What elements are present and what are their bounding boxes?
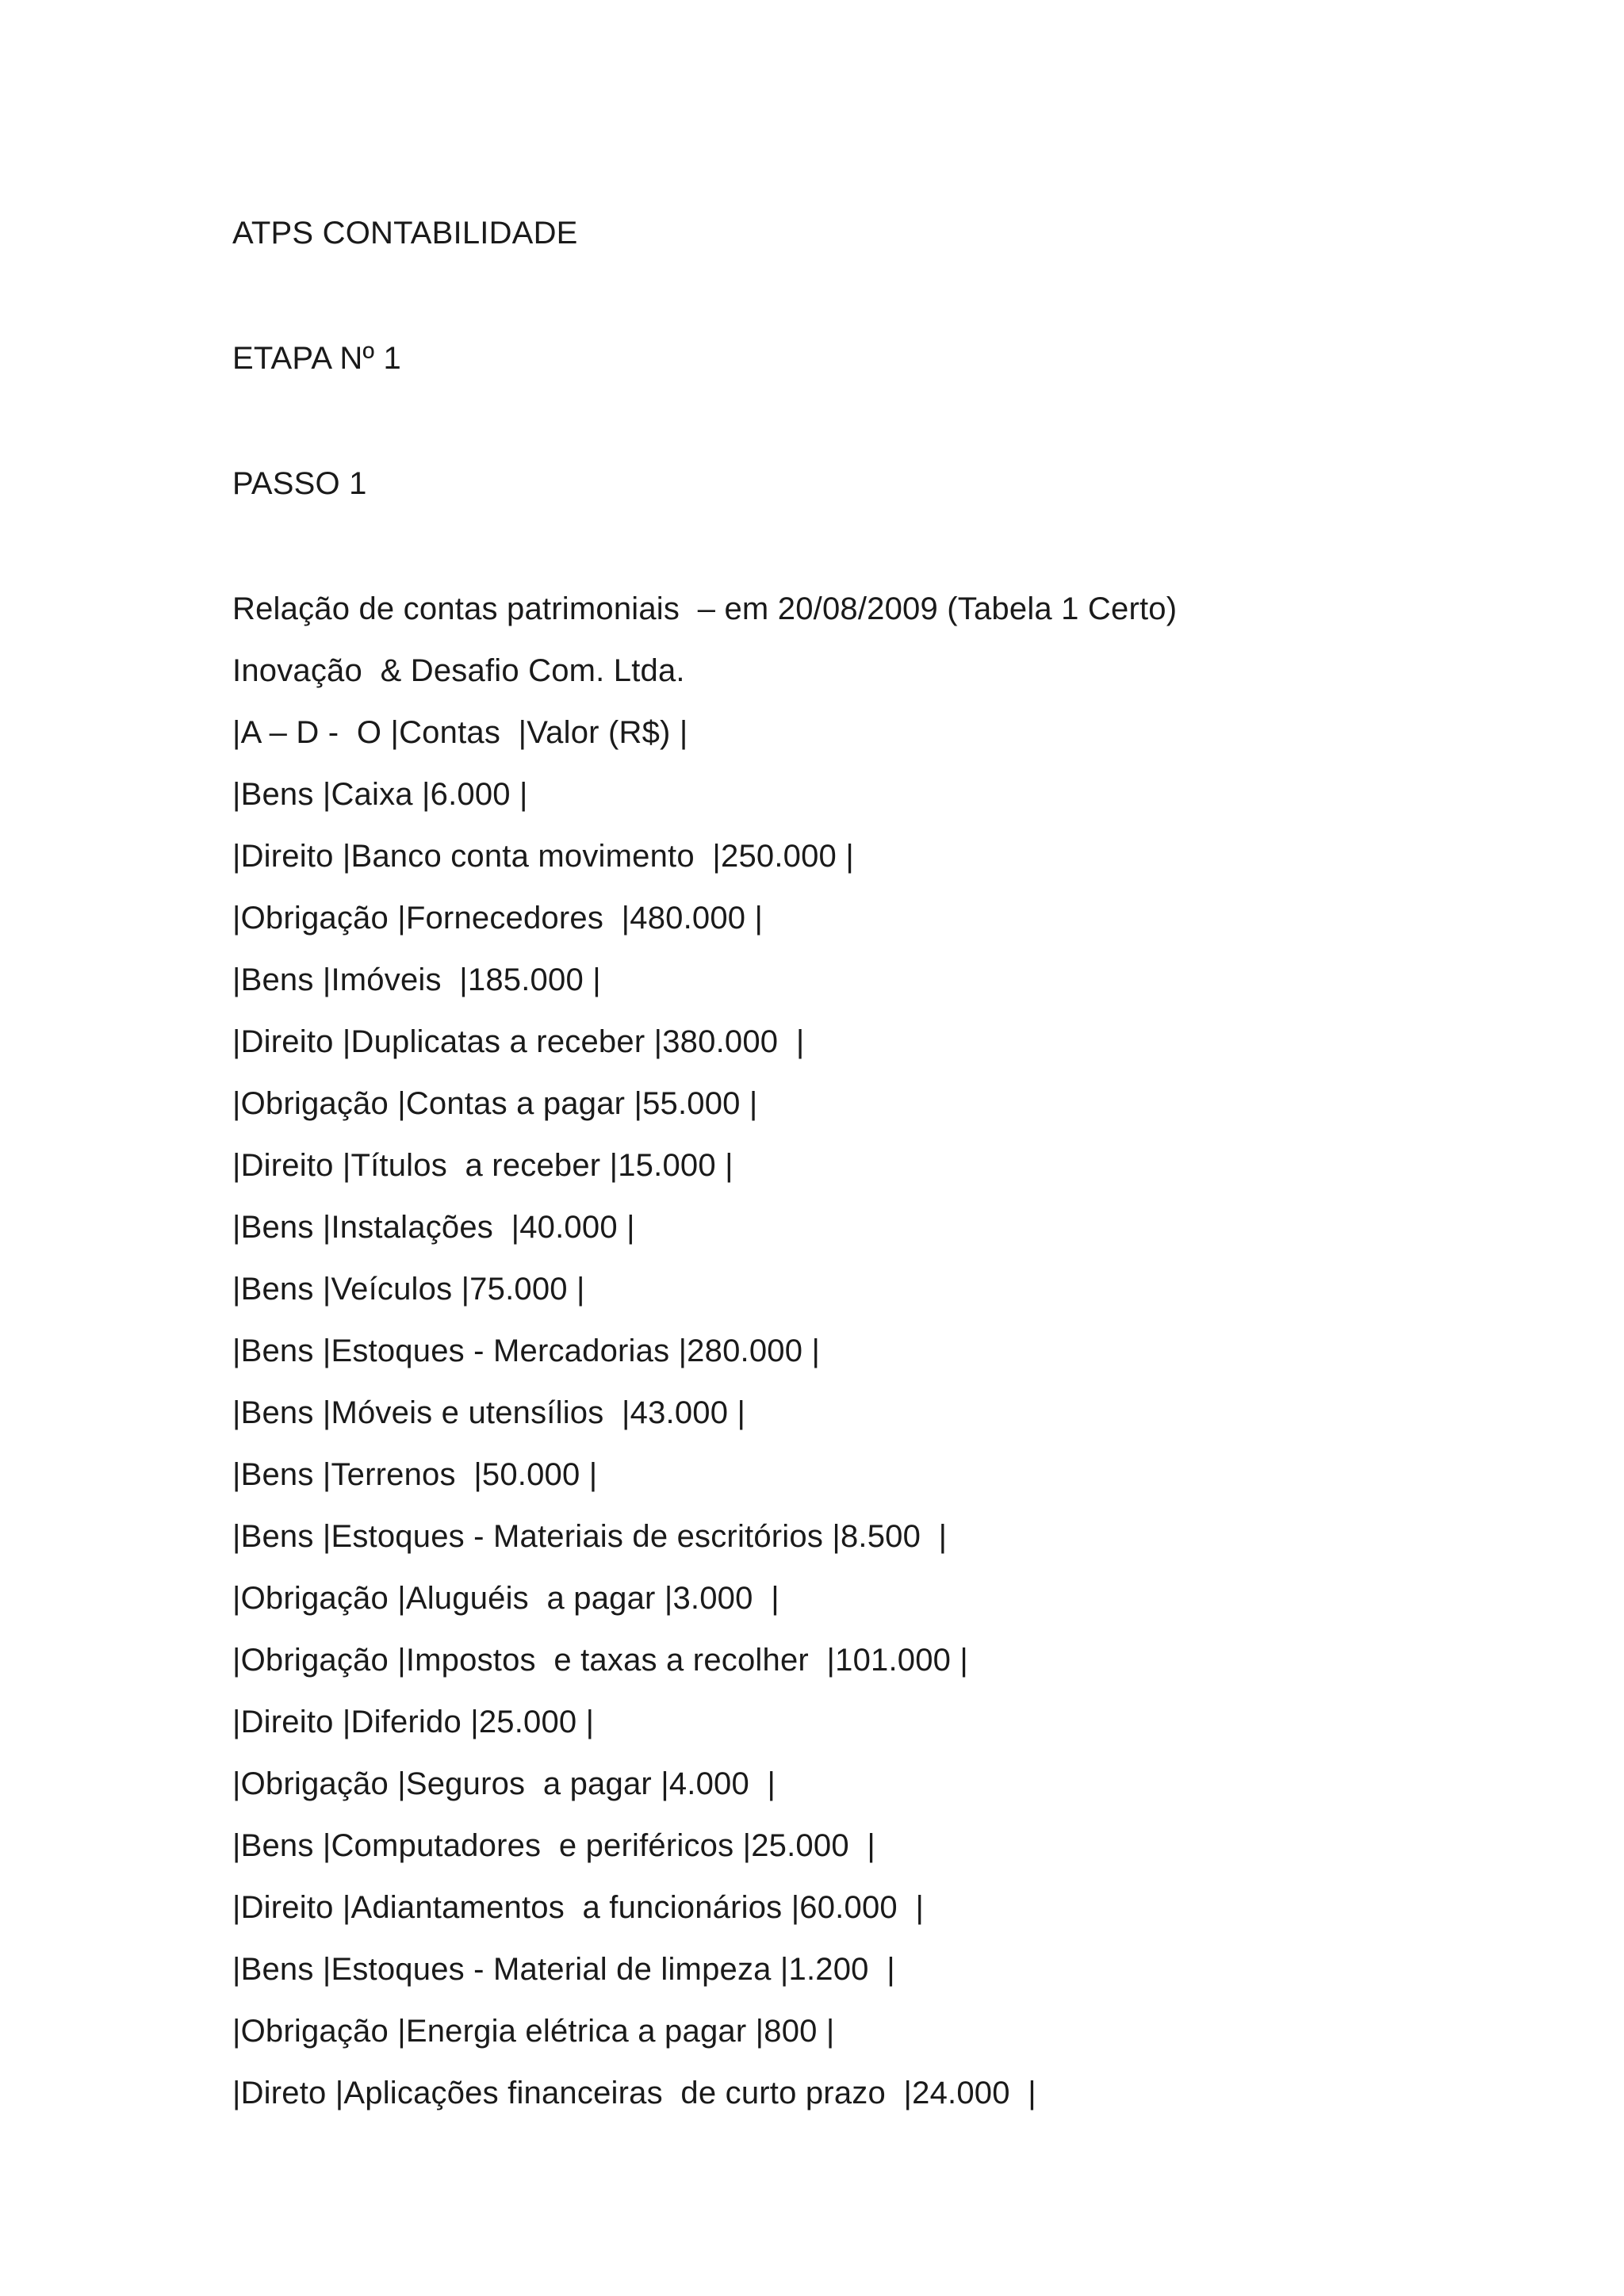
account-row: |Bens |Estoques - Mercadorias |280.000 | bbox=[232, 1334, 821, 1368]
account-row: |Direito |Duplicatas a receber |380.000 | bbox=[232, 1024, 805, 1059]
account-row: |Obrigação |Impostos e taxas a recolher |101.000 | bbox=[232, 1643, 969, 1678]
table-header: |A – D - O |Contas |Valor (R$) | bbox=[232, 715, 688, 750]
account-row: |Direito |Banco conta movimento |250.000 | bbox=[232, 839, 854, 874]
account-row: |Direito |Diferido |25.000 | bbox=[232, 1705, 595, 1739]
account-row: |Bens |Imóveis |185.000 | bbox=[232, 962, 601, 997]
account-row: |Obrigação |Seguros a pagar |4.000 | bbox=[232, 1766, 776, 1801]
account-row: |Obrigação |Contas a pagar |55.000 | bbox=[232, 1086, 758, 1121]
account-row: |Bens |Instalações |40.000 | bbox=[232, 1210, 635, 1245]
account-row: |Obrigação |Fornecedores |480.000 | bbox=[232, 901, 764, 936]
account-row: |Bens |Estoques - Materiais de escritórios |8.500 | bbox=[232, 1519, 948, 1554]
account-row: |Bens |Caixa |6.000 | bbox=[232, 777, 528, 812]
account-row: |Obrigação |Aluguéis a pagar |3.000 | bbox=[232, 1581, 779, 1616]
company-name: Inovação & Desafio Com. Ltda. bbox=[232, 653, 685, 688]
document-title: ATPS CONTABILIDADE bbox=[232, 216, 578, 251]
etapa-heading: ETAPA Nº 1 bbox=[232, 341, 401, 376]
account-row: |Direito |Títulos a receber |15.000 | bbox=[232, 1148, 733, 1183]
account-row: |Direito |Adiantamentos a funcionários |60.000 | bbox=[232, 1890, 925, 1925]
account-row: |Bens |Computadores e periféricos |25.000 | bbox=[232, 1828, 875, 1863]
account-list bbox=[232, 775, 1501, 2112]
account-row: |Bens |Móveis e utensílios |43.000 | bbox=[232, 1395, 746, 1430]
passo-heading: PASSO 1 bbox=[232, 466, 367, 501]
account-row: |Bens |Terrenos |50.000 | bbox=[232, 1457, 598, 1492]
intro-line: Relação de contas patrimoniais – em 20/08/2009 (Tabela 1 Certo) bbox=[232, 591, 1178, 626]
account-row: |Direto |Aplicações financeiras de curto prazo |24.000 | bbox=[232, 2076, 1036, 2110]
account-row: |Bens |Estoques - Material de limpeza |1.200 | bbox=[232, 1952, 895, 1987]
document-body bbox=[232, 214, 1501, 2136]
account-row: |Bens |Veículos |75.000 | bbox=[232, 1272, 585, 1307]
account-row: |Obrigação |Energia elétrica a pagar |800 | bbox=[232, 2014, 835, 2049]
